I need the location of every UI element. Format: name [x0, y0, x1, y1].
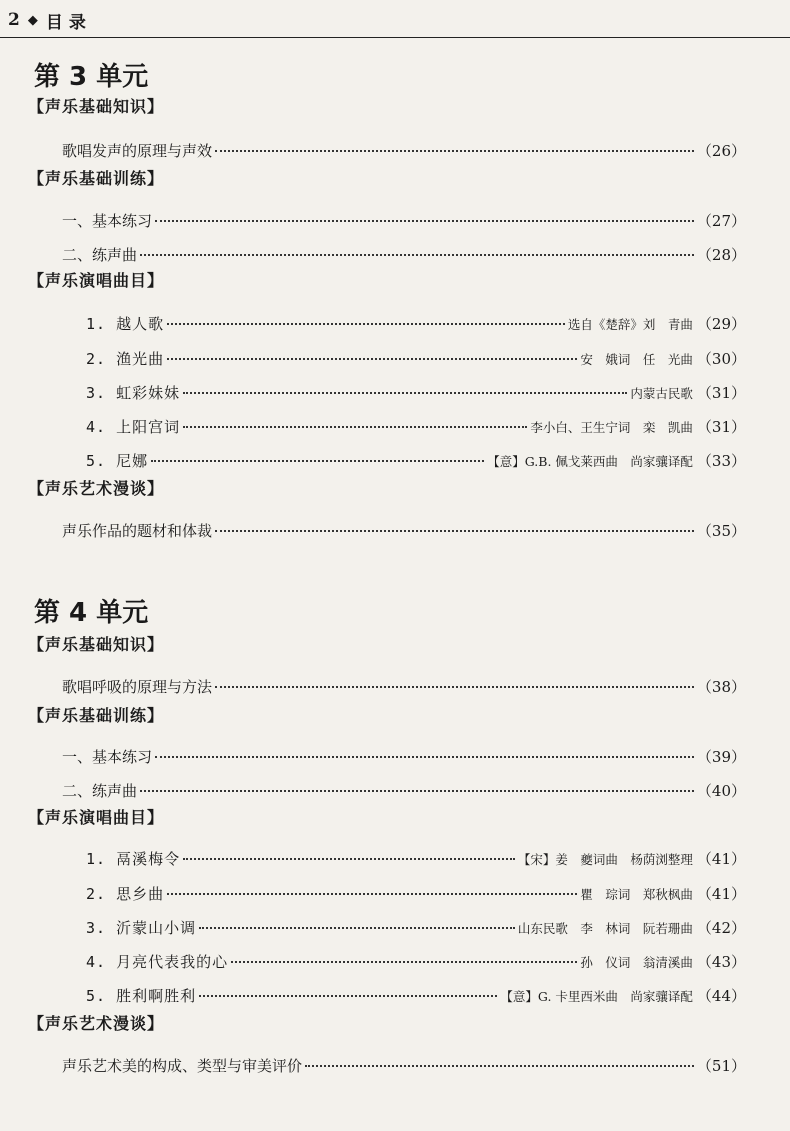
section-title: 【声乐基础训练】 [28, 706, 165, 725]
diamond-icon: ◆ [27, 12, 38, 28]
entry-page-number: （28） [696, 246, 746, 264]
entry-label: 3. 虹彩妹妹 [86, 384, 181, 402]
entry-label: 声乐作品的题材和体裁 [62, 522, 213, 540]
toc-entry[interactable] [86, 917, 746, 938]
entry-credit: 【意】G.B. 佩戈莱西曲 尚家骧译配 [487, 454, 693, 469]
dot-leader [215, 686, 694, 688]
toc-entry[interactable] [62, 210, 746, 231]
entry-page-number: （35） [696, 522, 746, 540]
entry-page-number: （27） [696, 212, 746, 230]
dot-leader [167, 358, 577, 360]
unit-title: 第 4 单元 [34, 598, 149, 628]
section-title: 【声乐基础训练】 [28, 169, 165, 188]
entry-credit: 李小白、王生宁词 栾 凯曲 [530, 420, 693, 435]
section-title: 【声乐基础知识】 [28, 635, 165, 654]
toc-entry[interactable] [62, 1055, 746, 1076]
toc-entry[interactable] [86, 450, 746, 471]
entry-label: 1. 越人歌 [86, 315, 165, 333]
entry-credit: 山东民歌 李 林词 阮若珊曲 [517, 921, 693, 936]
entry-credit: 安 娥词 任 光曲 [580, 352, 693, 367]
toc-entry[interactable] [62, 746, 746, 767]
entry-credit: 瞿 琮词 郑秋枫曲 [580, 887, 693, 902]
entry-credit: 孙 仪词 翁清溪曲 [580, 955, 693, 970]
entry-credit: 内蒙古民歌 [630, 386, 693, 401]
section-title: 【声乐基础知识】 [28, 97, 165, 116]
dot-leader [215, 530, 694, 532]
entry-credit: 【意】G. 卡里西米曲 尚家骧译配 [500, 989, 693, 1004]
entry-page-number: （31） [696, 418, 746, 436]
dot-leader [155, 220, 694, 222]
entry-label: 歌唱呼吸的原理与方法 [62, 678, 213, 696]
entry-label: 2. 渔光曲 [86, 350, 165, 368]
entry-page-number: （41） [696, 885, 746, 903]
page-number: 2 [8, 10, 20, 30]
page-header [8, 6, 92, 34]
dot-leader [151, 460, 484, 462]
dot-leader [183, 392, 627, 394]
toc-entry[interactable] [62, 520, 746, 541]
dot-leader [199, 995, 497, 997]
toc-entry[interactable] [62, 780, 746, 801]
toc-entry[interactable] [86, 985, 746, 1006]
toc-entry[interactable] [86, 951, 746, 972]
unit-title: 第 3 单元 [34, 62, 149, 92]
entry-page-number: （51） [696, 1057, 746, 1075]
toc-entry[interactable] [86, 883, 746, 904]
toc-entry[interactable] [86, 382, 746, 403]
entry-page-number: （33） [696, 452, 746, 470]
toc-entry[interactable] [86, 416, 746, 437]
dot-leader [199, 927, 515, 929]
entry-label: 1. 鬲溪梅令 [86, 850, 181, 868]
dot-leader [305, 1065, 694, 1067]
toc-entry[interactable] [86, 848, 746, 869]
entry-label: 二、练声曲 [62, 246, 138, 264]
entry-page-number: （31） [696, 384, 746, 402]
section-title: 【声乐艺术漫谈】 [28, 1014, 165, 1033]
entry-label: 二、练声曲 [62, 782, 138, 800]
entry-page-number: （30） [696, 350, 746, 368]
dot-leader [167, 323, 565, 325]
entry-page-number: （41） [696, 850, 746, 868]
dot-leader [140, 790, 694, 792]
entry-label: 一、基本练习 [62, 748, 153, 766]
dot-leader [215, 150, 694, 152]
entry-label: 4. 月亮代表我的心 [86, 953, 229, 971]
toc-entry[interactable] [86, 313, 746, 334]
entry-page-number: （43） [696, 953, 746, 971]
entry-page-number: （42） [696, 919, 746, 937]
entry-credit: 【宋】姜 夔词曲 杨荫浏整理 [517, 852, 693, 867]
entry-page-number: （44） [696, 987, 746, 1005]
section-title: 【声乐艺术漫谈】 [28, 479, 165, 498]
dot-leader [183, 858, 515, 860]
entry-label: 歌唱发声的原理与声效 [62, 142, 213, 160]
entry-credit: 选自《楚辞》刘 青曲 [567, 317, 693, 332]
entry-label: 一、基本练习 [62, 212, 153, 230]
dot-leader [231, 961, 577, 963]
dot-leader [140, 254, 694, 256]
entry-label: 2. 思乡曲 [86, 885, 165, 903]
header-rule [0, 37, 790, 38]
dot-leader [167, 893, 577, 895]
toc-entry[interactable] [62, 140, 746, 161]
section-title: 【声乐演唱曲目】 [28, 271, 165, 290]
entry-label: 5. 尼娜 [86, 452, 149, 470]
entry-label: 4. 上阳宫词 [86, 418, 181, 436]
dot-leader [155, 756, 694, 758]
entry-label: 3. 沂蒙山小调 [86, 919, 197, 937]
section-title: 【声乐演唱曲目】 [28, 808, 165, 827]
entry-page-number: （26） [696, 142, 746, 160]
entry-label: 声乐艺术美的构成、类型与审美评价 [62, 1057, 303, 1075]
entry-page-number: （38） [696, 678, 746, 696]
toc-entry[interactable] [62, 676, 746, 697]
dot-leader [183, 426, 527, 428]
entry-page-number: （40） [696, 782, 746, 800]
entry-page-number: （29） [696, 315, 746, 333]
page-title: 目录 [45, 12, 92, 33]
toc-entry[interactable] [62, 244, 746, 265]
entry-page-number: （39） [696, 748, 746, 766]
entry-label: 5. 胜利啊胜利 [86, 987, 197, 1005]
toc-entry[interactable] [86, 348, 746, 369]
